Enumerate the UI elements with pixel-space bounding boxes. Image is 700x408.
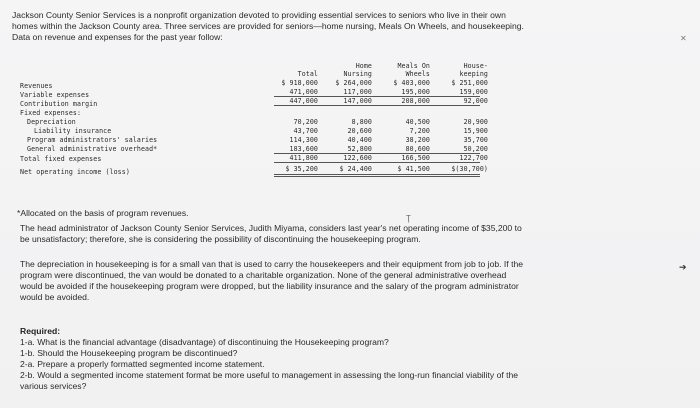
row-label: Total fixed expenses: [20, 155, 102, 163]
requirement-2a[interactable]: 2-a. Prepare a properly formatted segmented income statement.: [20, 359, 265, 369]
cell-meals: 7,200: [409, 127, 430, 135]
intro-line: Jackson County Senior Services is a nonprofit organization devoted to providing essential services to seniors who live in their own: [12, 10, 506, 20]
required-heading: Required:: [20, 326, 61, 336]
para-line: program were discontinued, the van would be donated to a charitable organization. None of the general administrative overhead: [20, 270, 507, 280]
intro-paragraph: [12, 10, 524, 43]
row-label: General administrative overhead*: [27, 145, 158, 153]
underline: [274, 162, 480, 163]
header-keeping: keeping: [459, 70, 488, 78]
cell-meals: 166,500: [401, 154, 430, 162]
cell-nursing: 117,000: [343, 88, 372, 96]
row-label: Variable expenses: [20, 91, 90, 99]
requirement-2b[interactable]: 2-b. Would a segmented income statement format be more useful to management in assessing the long-run financial viability of the: [20, 370, 519, 380]
text-cursor-icon: Ţ: [406, 214, 411, 223]
cell-nursing: 40,400: [347, 136, 372, 144]
cell-meals: 195,000: [401, 88, 430, 96]
para-line: would be avoided.: [20, 292, 90, 302]
cell-meals: $ 403,000: [393, 79, 430, 87]
cell-total: 43,700: [293, 127, 318, 135]
cell-meals: $ 41,500: [397, 165, 430, 173]
cell-keeping: 35,700: [463, 136, 488, 144]
cell-keeping: 92,000: [463, 97, 488, 105]
cell-nursing: 20,600: [347, 127, 372, 135]
header-house: House-: [463, 62, 488, 70]
header-home: Home: [355, 62, 372, 70]
close-icon[interactable]: ✕: [680, 34, 687, 43]
requirement-1b[interactable]: 1-b. Should the Housekeeping program be discontinued?: [20, 348, 238, 358]
cell-meals: 40,500: [405, 118, 430, 126]
cell-keeping: 122,700: [459, 154, 488, 162]
header-nursing: Nursing: [343, 70, 372, 78]
intro-line: Data on revenue and expenses for the past year follow:: [12, 32, 223, 42]
depreciation-paragraph: [20, 259, 523, 303]
cell-keeping: 15,900: [463, 127, 488, 135]
cell-keeping: 50,200: [463, 145, 488, 153]
cell-nursing: 122,600: [343, 154, 372, 162]
cell-total: 114,300: [289, 136, 318, 144]
underline: [274, 105, 480, 106]
cell-total: 447,000: [289, 97, 318, 105]
cell-total: 411,800: [289, 154, 318, 162]
row-label: Revenues: [20, 82, 53, 90]
cell-keeping: 20,900: [463, 118, 488, 126]
cell-keeping: $ 251,000: [451, 79, 488, 87]
cell-meals: 208,000: [401, 97, 430, 105]
cell-keeping: 159,000: [459, 88, 488, 96]
cell-total: 183,600: [289, 145, 318, 153]
row-label: Depreciation: [27, 118, 76, 126]
cell-nursing: $ 24,400: [339, 165, 372, 173]
cell-meals: 80,600: [405, 145, 430, 153]
row-label: Program administrators' salaries: [27, 136, 158, 144]
cell-nursing: 52,800: [347, 145, 372, 153]
intro-line: homes within the Jackson County area. Three services are provided for seniors—home nursing, Meals On Wheels, and housekeeping.: [12, 21, 524, 31]
cell-meals: 38,200: [405, 136, 430, 144]
cell-total: $ 918,000: [281, 79, 318, 87]
revenue-expense-table: [20, 58, 488, 194]
row-label: Contribution margin: [20, 100, 98, 108]
row-label: Liability insurance: [34, 127, 112, 135]
row-label: Fixed expenses:: [20, 109, 82, 117]
cell-nursing: 147,000: [343, 97, 372, 105]
cell-nursing: $ 264,000: [335, 79, 372, 87]
pointer-arrow-icon: ➔: [679, 262, 687, 272]
requirement-1a[interactable]: 1-a. What is the financial advantage (disadvantage) of discontinuing the Housekeeping program?: [20, 337, 389, 347]
para-line: The head administrator of Jackson County Senior Services, Judith Miyama, considers last year's net operating income of $35,200 to: [20, 223, 522, 233]
cell-keeping: $(30,700): [451, 165, 488, 173]
cell-total: 70,200: [293, 118, 318, 126]
administrator-paragraph: [20, 223, 522, 245]
cell-total: 471,000: [289, 88, 318, 96]
double-underline: [274, 176, 480, 177]
header-wheels: Wheels: [405, 70, 430, 78]
footnote: *Allocated on the basis of program revenues.: [17, 208, 189, 218]
double-underline: [274, 174, 480, 175]
row-label: Net operating income (loss): [20, 168, 130, 176]
para-line: be unsatisfactory; therefore, she is considering the possibility of discontinuing the housekeeping program.: [20, 234, 421, 244]
cell-nursing: 8,800: [351, 118, 372, 126]
header-meals: Meals On: [397, 62, 430, 70]
requirement-2b-cont[interactable]: various services?: [20, 381, 87, 391]
para-line: would be avoided if the housekeeping program were dropped, but the liability insurance and the salary of the program administrator: [20, 281, 519, 291]
para-line: The depreciation in housekeeping is for a small van that is used to carry the housekeepers and their equipment from job to job. If the: [20, 259, 524, 269]
header-total: Total: [297, 70, 318, 78]
cell-total: $ 35,200: [285, 165, 318, 173]
